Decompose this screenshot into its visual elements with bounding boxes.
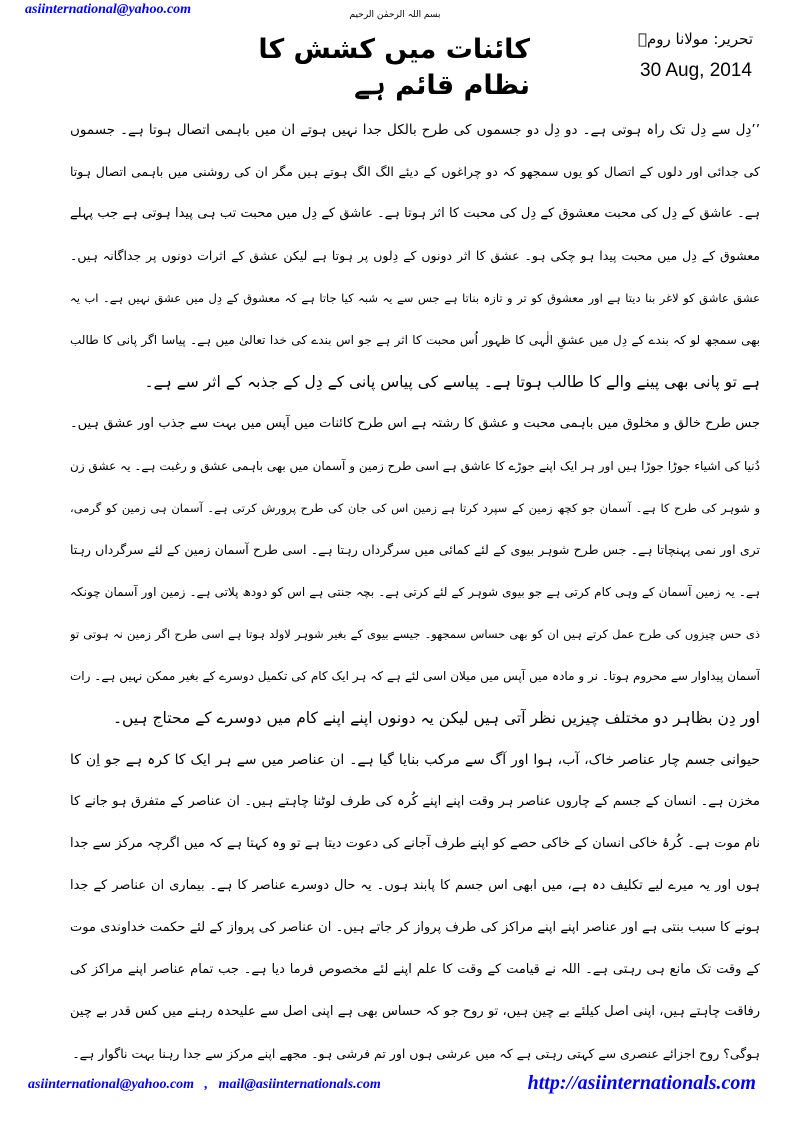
text-line: آسمان پیداوار سے محروم ہوتا۔ نر و مادہ میں آپس میں میلان اسی لئے ہے کہ ہر ایک کام کی تکمیل دوسرے کے بغیر ممکن نہیں ہے۔ رات xyxy=(70,669,760,683)
text-line: عشق عاشق کو لاغر بنا دیتا ہے اور معشوق کو تر و تازہ بناتا ہے جس سے یہ شبہ کیا جاتا ہے کہ معشوق کے دِل میں عشق نہیں ہے۔ اب یہ xyxy=(70,291,760,305)
text-line: دُنیا کی اشیاء جوڑا جوڑا ہیں اور ہر ایک اپنے جوڑے کا عاشق ہے اسی طرح زمین و آسمان میں بھی باہمی عشق و رغبت ہے۔ یہ عشق زن xyxy=(70,459,760,473)
publish-date: 30 Aug, 2014 xyxy=(640,60,752,81)
text-line: ہونے کا سبب بنتی ہے اور عناصر اپنے اپنے مراکز کی طرف پرواز کر جاتے ہیں۔ ان عناصر کی پرواز کے لئے حکمت خداوندی موت xyxy=(70,920,760,935)
text-line: اور دِن بظاہر دو مختلف چیزیں نظر آتی ہیں لیکن یہ دونوں اپنے اپنے کام میں دوسرے کے محتاج ہیں۔ xyxy=(112,709,760,727)
text-line: ہے۔ یہ زمین آسمان کے وہی کام کرتی ہے جو بیوی شوہر کے لئے کرتی ہے۔ بچہ جنتی ہے اس کو دودھ پلاتی ہے۔ زمین اور آسمان چونکہ xyxy=(70,585,760,599)
text-line: کے وقت تک مانع ہی رہتی ہے۔ اللہ نے قیامت کے وقت کا علم اپنے لئے مخصوص فرما دیا ہے۔ جب تمام عناصر اپنے مراکز کی xyxy=(70,962,760,977)
text-line: مخزن ہے۔ انسان کے جسم کے چاروں عناصر ہر وقت اپنے اپنے کُرہ کی طرف لوٹنا چاہتے ہیں۔ ان عناصر کے متفرق ہو جانے کا xyxy=(70,794,760,809)
text-line: ’’دِل سے دِل تک راہ ہوتی ہے۔ دو دِل دو جسموں کی طرح بالکل جدا نہیں ہوتے ان میں باہمی اتصال ہوتا ہے۔ جسموں xyxy=(70,122,760,138)
text-line: ہے۔ عاشق کے دِل کی محبت معشوق کے دِل کی محبت کا اثر ہوتا ہے۔ عاشق کے دِل میں محبت تب ہی پیدا ہوتی ہے جب پہلے xyxy=(70,206,760,221)
text-line: معشوق کے دِل میں محبت پیدا ہو چکی ہو۔ عشق کا اثر دونوں کے دِلوں پر ہوتا ہے لیکن عشق کے اثرات دونوں پر جداگانہ ہیں۔ xyxy=(70,248,760,263)
text-line: حیوانی جسم چار عناصر خاک، آب، ہوا اور آگ سے مرکب بنایا گیا ہے۔ ان عناصر میں سے ہر ایک کا کرہ ہے جو اِن کا xyxy=(70,752,760,768)
bismillah: بسم اللہ الرحمٰن الرحیم xyxy=(349,10,441,20)
paragraph xyxy=(70,739,760,1075)
text-line: کی جدائی اور دلوں کے اتصال کو یوں سمجھو کہ دو چراغوں کے دیئے الگ الگ ہوتے ہیں مگر ان کی روشنی میں باہمی اتصال ہوتا xyxy=(70,164,760,179)
paragraph xyxy=(70,109,760,403)
header-email[interactable]: asiinternational@yahoo.com xyxy=(25,2,192,17)
footer-emails[interactable]: asiinternational@yahoo.com , mail@asiinternationals.com xyxy=(28,1077,381,1092)
page-title: کائنات میں کشش کا نظام قائم ہے xyxy=(258,34,530,101)
text-line: رفاقت چاہتے ہیں، اپنی اصل کیلئے بے چین ہیں، تو روح جو کہ حساس بھی ہے اپنی اصل سے علیحدہ رہنے میں کس قدر بے چین xyxy=(70,1004,760,1019)
text-line: تری اور نمی پہنچاتا ہے۔ جس طرح شوہر بیوی کے لئے کمائی میں سرگرداں رہتا ہے۔ اسی طرح آسمان زمین کے لئے سرگرداں رہتا xyxy=(70,542,760,557)
text-line: ہوں اور یہ میرے لیے تکلیف دہ ہے، میں ابھی اس جسم کا پابند ہوں۔ یہ حال دوسرے عناصر کا ہے۔ بیماری ان عناصر کے جدا xyxy=(70,878,760,893)
footer-website-link[interactable]: http://asiinternationals.com xyxy=(527,1072,756,1094)
article-body xyxy=(70,109,760,1075)
text-line: جس طرح خالق و مخلوق میں باہمی محبت و عشق کا رشتہ ہے اس طرح کائنات میں آپس میں بہت سے جذب اور عشق ہیں۔ xyxy=(70,416,760,431)
author-byline: تحریر: مولانا رومؒ xyxy=(637,30,753,48)
text-line: بھی سمجھ لو کہ بندے کے دِل میں عشقِ الٰہی کا ظہور اُس محبت کا اثر ہے جو اس بندے کی خدا تعالیٰ میں ہے۔ پیاسا اگر پانی کا طالب xyxy=(70,333,760,347)
text-line: ہے تو پانی بھی پینے والے کا طالب ہوتا ہے۔ پیاسے کی پیاس پانی کے دِل کے جذبہ کے اثر سے ہے۔ xyxy=(144,373,760,391)
text-line: نام موت ہے۔ کُرۂ خاکی انسان کے خاکی حصے کو اپنے طرف آجانے کی دعوت دیتا ہے تو وہ کہتا ہے کہ میں اگرچہ مرکز سے جدا xyxy=(70,836,760,851)
text-line: و شوہر کی طرح کا ہے۔ آسمان جو کچھ زمین کے سپرد کرتا ہے زمین اس کی جان کی طرح پرورش کرتی ہے۔ آسمان ہی زمین کو گرمی، xyxy=(70,501,760,515)
paragraph xyxy=(70,403,760,739)
text-line: ہوگی؟ روح اجزائے عنصری سے کہتی رہتی ہے کہ میں عرشی ہوں اور تم فرشی ہو۔ مجھے اپنے مرکز سے جدا رہنا بہت ناگوار ہے۔ xyxy=(72,1046,760,1061)
text-line: ذی حس چیزوں کی طرح عمل کرتے ہیں ان کو بھی حساس سمجھو۔ جیسے بیوی کے بغیر شوہر لاولد ہوتا ہے اسی طرح اگر زمین نہ ہوتی تو xyxy=(70,627,760,641)
